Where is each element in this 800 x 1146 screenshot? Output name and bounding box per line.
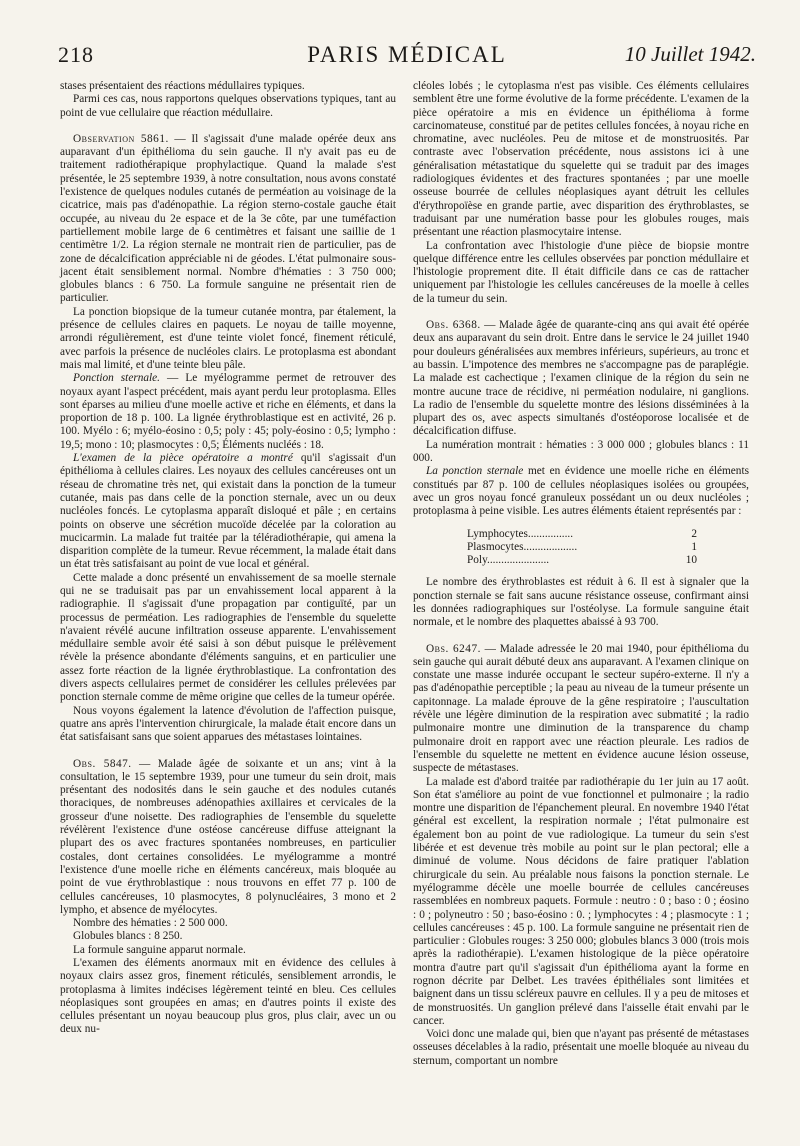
- paragraph: La formule sanguine apparut normale.: [73, 943, 246, 956]
- paragraph: Globules blancs : 8 250.: [73, 930, 183, 943]
- paragraph: Voici donc une malade qui, bien que n'ayant pas présenté de métastases osseuses décelables à la radio, présentait une moelle bloquée au niveau du sternum, comportant un nombre: [413, 1028, 749, 1067]
- page-number: 218: [58, 42, 94, 67]
- paragraph: La confrontation avec l'histologie d'une pièce de biopsie montre quelque différence entre les cellules observées par ponction médullaire et l'histologie proprement dite. Il était difficile dans ce cas de rattacher uniquement par l'histologie les cellules cancéreuses de la moelle à celles de la tumeur du sein.: [413, 239, 749, 305]
- observation-text: — Malade adressée le 20 mai 1940, pour épithélioma du sein gauche qui aurait débuté deux ans auparavant. A l'examen clinique on constate une masse indurée occupant le secteur supéro-externe. Il n'y a pas d'adénopathie perceptible ; la peau au niveau de la tumeur présente un capitonnage. La malade éprouve de la gêne respiratoire ; l'auscultation révèle une légère diminution de la respiration avec submatité ; la radio pulmonaire montre une diminution de la transparence du champ pulmonaire droit en rapport avec une réaction pleurale. Les radios de l'ensemble du squelette ne mettent en évidence aucune lésion osseuse, suspecte de métastases.: [413, 642, 749, 775]
- cell-count: 2: [691, 527, 697, 540]
- table-row: [467, 541, 697, 554]
- cell-type: Lymphocytes: [467, 527, 528, 540]
- observation-text: — Malade âgée de quarante-cinq ans qui avait été opérée deux ans auparavant du sein droit. Entre dans le service le 24 juillet 1940 pour douleurs généralisées aux membres inférieurs, supérieurs, au tronc et au bassin. L'impotence des membres ne s'accompagne pas de paraplégie. La malade est cachectique ; l'examen clinique de la région du sein ne montre aucune trace de récidive, ni perméation nodulaire, ni ganglions. La radio de l'ensemble du squelette montre des lésions disséminées à la plupart des os, avec aspects simultanés d'ostéoporose localisée et de décalcification diffuse.: [413, 319, 749, 438]
- cell-count: 1: [691, 540, 697, 553]
- paragraph: La numération montrait : hématies : 3 000 000 ; globules blancs : 11 000.: [413, 438, 749, 465]
- paragraph: stases présentaient des réactions médullaires typiques.: [60, 80, 305, 92]
- left-column: [60, 80, 396, 1037]
- journal-title: PARIS MÉDICAL: [307, 42, 507, 67]
- observation-label: Observation 5861.: [73, 132, 169, 145]
- observation-label: Obs. 6368.: [426, 319, 481, 332]
- observation-5847: [60, 758, 396, 918]
- paragraph: Parmi ces cas, nous rapportons quelques observations typiques, tant au point de vue cellulaire que réaction médullaire.: [60, 93, 396, 119]
- observation-text: — Il s'agissait d'une malade opérée deux ans auparavant d'un épithélioma du sein gauche. Il n'y avait pas eu de traitement radiothérapique prophylactique. Quand la malade s'est présentée, le 25 septembre 1939, à notre consultation, nous avons constaté l'existence de quelques nodules cutanés de perméation au voisinage de la cicatrice, mais pas d'adénopathie. La région sterno-costale gauche était occupée, au niveau du 2e espace et de la 3e côte, par une tuméfaction partiellement mobile large de 6 centimètres et faisant une saillie de 1 centimètre 1/2. La région sternale ne montrait rien de particulier, pas de zone de décalcification appréciable ni de géodes. L'état pulmonaire sous-jacent était sensiblement normal. Nombre d'hématies : 3 750 000; globules blancs : 6 750. La formule sanguine ne présentait rien de particulier.: [60, 132, 396, 305]
- paragraph: La ponction biopsique de la tumeur cutanée montra, par étalement, la présence de cellules claires en paquets. Le noyau de taille moyenne, arrondi régulièrement, est d'une teinte violet foncé, finement réticulé, avec parfois la présence de nucléoles clairs. Le protoplasma est abondant mais mal limité, et d'une teinte bleu pâle.: [60, 305, 396, 371]
- paragraph: L'examen des éléments anormaux mit en évidence des cellules à noyaux clairs assez gros, finement réticulés, sensiblement arrondis, le protoplasma à limites indécises légèrement teinté en bleu. Ces cellules néoplasiques sont groupées en amas; en d'autres points il existe des cellules présentant un noyau beaucoup plus gros, plus clair, avec un ou deux nu-: [60, 957, 396, 1036]
- paragraph-text: — Le myélogramme permet de retrouver des noyaux ayant l'aspect précédent, mais ayant perdu leur protoplasma. Elles sont éparses au milieu d'une moelle active et riche en éléments, et dans la proportion de 18 p. 100. La lignée érythroblastique est en activité, 26 p. 100. Myélo : 6; myélo-éosino : 0,5; poly : 45; poly-éosino : 0,5; lympho : 19,5; mono : 10; plasmocytes : 0,5; Éléments nucléés : 18.: [60, 372, 396, 451]
- cell-count-table: [467, 528, 697, 568]
- table-row: [467, 528, 697, 541]
- section-label: La ponction sternale: [426, 465, 524, 478]
- ponction-sternale-paragraph: [60, 372, 396, 452]
- cell-type: Poly: [467, 554, 487, 567]
- right-column: [413, 80, 749, 1068]
- cell-count: 10: [685, 554, 697, 567]
- paragraph: Nombre des hématies : 2 500 000.: [73, 917, 228, 930]
- paragraph-text: met en évidence une moelle riche en éléments constitués par 87 p. 100 de cellules néoplasiques isolées ou groupées, avec un gros noyau foncé granuleux possédant un ou deux nucléoles ; protoplasma à peine visible. Les autres éléments étaient représentés par :: [413, 465, 749, 518]
- dot-leader: ......................: [487, 554, 550, 567]
- observation-label: Obs. 5847.: [73, 757, 132, 770]
- observation-6368: [413, 319, 749, 439]
- paragraph: Nous voyons également la latence d'évolution de l'affection puisque, quatre ans après l'intervention chirurgicale, la malade était encore dans un état satisfaisant sans que soient apparues des métastases lointaines.: [60, 704, 396, 744]
- observation-6247: [413, 643, 749, 776]
- section-label: L'examen de la pièce opératoire a montré: [73, 452, 293, 465]
- paragraph: Le nombre des érythroblastes est réduit à 6. Il est à signaler que la ponction sternale se fait sans aucune résistance osseuse, confirmant ainsi les données radiographiques sur l'ostéolyse. La formule sanguine était normale, et le nombre des plaquettes abaissé à 93 700.: [413, 576, 749, 629]
- paragraph: La malade est d'abord traitée par radiothérapie du 1er juin au 17 août. Son état s'améliore au point de vue fonctionnel et pulmonaire ; la radio montre une disparition de l'épanchement pleural. En novembre 1940 l'état général est excellent, la respiration normale ; l'état pulmonaire est également bon au point de vue radiologique. La tumeur du sein s'est libérée et est devenue très mobile au point sur le plan pectoral; elle a diminué de volume. Nous décidons de faire pratiquer l'ablation chirurgicale du sein. Au préalable nous faisons la ponction sternale. Le myélogramme décèle une moelle bourrée de cellules cancéreuses rassemblées en nombreux paquets. Formule : neutro : 0 ; baso : 0 ; éosino : 0 ; polyneutro : 50 ; baso-éosino : 0. ; lymphocytes : 4 ; plasmocyte : 1 ; cellules cancéreuses : 45 p. 100. La formule sanguine ne présentait rien de particulier : Globules rouges: 3 250 000; globules blancs 3 000 (trois mois après la radiothérapie). L'examen histologique de la pièce opératoire montra d'autre part qu'il s'agissait d'un épithélioma ayant la forme en rognon décrite par Delbet. Les travées épithéliales sont limitées et baignent dans un tissu scléreux pauvre en cellules. Il y a peu de mitoses et de monstruosités. Un ganglion prélevé dans l'aisselle était envahi par le cancer.: [413, 775, 749, 1027]
- dot-leader: ................: [527, 527, 574, 540]
- ponction-paragraph: [413, 465, 749, 518]
- examen-paragraph: [60, 452, 396, 572]
- observation-5861: [60, 133, 396, 306]
- table-row: [467, 554, 697, 567]
- observation-label: Obs. 6247.: [426, 642, 481, 655]
- dot-leader: ...................: [523, 540, 578, 553]
- paragraph-text: qu'il s'agissait d'un épithélioma à cellules claires. Les noyaux des cellules cancéreuses ont un réseau de chromatine très net, qui existait dans la ponction de la tumeur cutanée, mais pas dans celle de la ponction sternale, avec un ou deux nucléoles foncés. Le cytoplasma apparaît disloqué et pâle ; en certains points on observe une sécrétion mucoïde décelée par la coloration au mucicarmin. La malade fut traitée par la téléradiothérapie, qui amena la disparition complète de la tumeur. Revue récemment, la malade était dans un état très satisfaisant au point de vue local et général.: [60, 452, 396, 571]
- paragraph: Cette malade a donc présenté un envahissement de sa moelle sternale qui ne se traduisait pas par un envahissement local apparent à la radiographie. Il s'agissait d'une propagation par contiguïté, par un processus de perméation. Les radiographies de l'ensemble du squelette n'avaient révélé aucune infiltration osseuse apparente. L'envahissement médullaire semble avoir été saisi à son début puisque le prélèvement révèle la présence abondante d'éléments sanguins, et en particulier une assez forte réaction de la lignée érythroblastique. La confrontation des divers aspects cellulaires permet de considérer les cellules prélevées par ponction sternale comme de même origine que celles de la tumeur opérée.: [60, 571, 396, 704]
- section-label: Ponction sternale.: [73, 372, 161, 385]
- paragraph: cléoles lobés ; le cytoplasma n'est pas visible. Ces éléments cellulaires semblent être une forme évolutive de la forme précédente. L'examen de la pièce opératoire a mis en évidence un épithélioma à forme carcinomateuse, constitué par de petites cellules foncées, à noyau riche en chromatine, avec nucléoles. Peu de mitose et de monstruosités. Par contraste avec l'observation précédente, nous assistons ici à une généralisation métastatique du squelette qui se traduit par des images radiologiques évidentes et des fractures spontanées ; par une moelle osseuse bourrée de cellules néoplasiques ayant détruit les cellules d'érythropoïèse en grande partie, avec disparition des érythroblastes, se traduisant par une numération basse pour les globules rouges, mais présentant une réaction plasmocytaire intense.: [413, 80, 749, 239]
- cell-type: Plasmocytes: [467, 540, 524, 553]
- issue-date: 10 Juillet 1942.: [624, 42, 756, 66]
- page-header: [58, 42, 756, 78]
- observation-text: — Malade âgée de soixante et un ans; vint à la consultation, le 15 septembre 1939, pour une tumeur du sein droit, mais présentant des nodosités dans le sein gauche et des nodules cutanés thoraciques, de nombreuses adénopathies axillaires et cervicales de la grosseur d'une noisette. Des radiographies de l'ensemble du squelette révélèrent l'existence d'une ostéose cancéreuse diffuse atteignant la plupart des os avec fractures spontanées nombreuses, en particulier costales, dont certaines consolidées. Le myélogramme a montré l'existence d'une moelle riche en éléments cancéreux, mais bloquée au point de vue érythroblastique : nous trouvons en effet 77 p. 100 de cellules cancéreuses, 10 plasmocytes, 8 polynucléaires, 3 mono et 2 lympho, et absence de myélocytes.: [60, 757, 396, 916]
